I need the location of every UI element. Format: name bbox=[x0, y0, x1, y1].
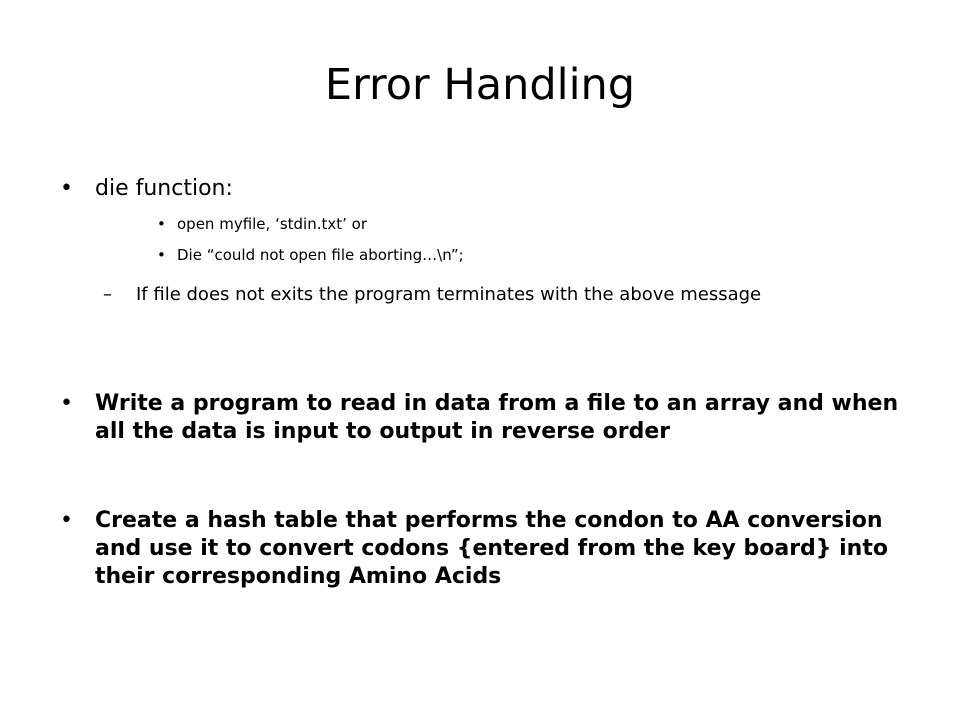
dash-marker: – bbox=[103, 284, 112, 305]
bullet-text: Write a program to read in data from a file to an array and when all the data is input to output in reverse order bbox=[95, 391, 899, 444]
slide-title: Error Handling bbox=[324, 60, 636, 110]
bullet-die-statement bbox=[157, 245, 857, 265]
bullet-hash-table bbox=[60, 507, 920, 591]
bullet-open-myfile bbox=[157, 214, 857, 234]
bullet-text: Die “could not open file aborting…\n”; bbox=[177, 246, 464, 264]
bullet-marker: • bbox=[157, 215, 166, 233]
bullet-text: open myfile, ‘stdin.txt’ or bbox=[177, 215, 368, 233]
bullet-marker: • bbox=[60, 176, 73, 201]
bullet-marker: • bbox=[60, 391, 73, 416]
bullet-marker: • bbox=[60, 508, 73, 533]
bullet-die-function bbox=[60, 175, 920, 203]
bullet-write-program bbox=[60, 390, 920, 446]
bullet-text: Create a hash table that performs the condon to AA conversion and use it to convert codons {entered from the key board} into their corresponding Amino Acids bbox=[95, 508, 888, 589]
bullet-file-not-exists bbox=[103, 283, 863, 307]
bullet-text: If file does not exits the program terminates with the above message bbox=[136, 284, 762, 305]
bullet-marker: • bbox=[157, 246, 166, 264]
bullet-text: die function: bbox=[95, 176, 233, 201]
